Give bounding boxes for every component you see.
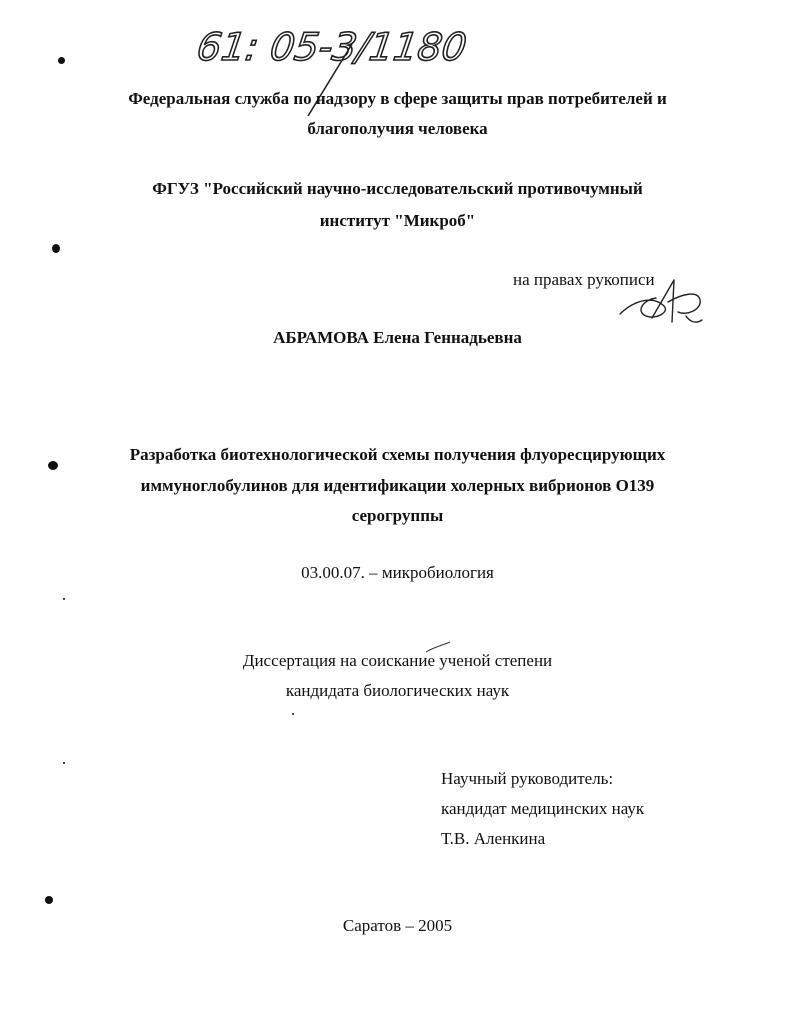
agency-line-1: Федеральная служба по надзору в сфере защиты прав потребителей и — [128, 89, 667, 108]
scan-speck — [63, 598, 65, 600]
supervisor-rank: кандидат медицинских наук — [441, 799, 645, 818]
manuscript-note: на правах рукописи — [513, 270, 655, 289]
scan-speck — [48, 461, 58, 470]
supervisor-name: Т.В. Аленкина — [441, 829, 546, 848]
scan-speck — [52, 244, 60, 253]
degree-line-1: Диссертация на соискание ученой степени — [242, 651, 553, 670]
city-year: Саратов – 2005 — [342, 916, 453, 935]
scan-speck — [292, 713, 294, 715]
scan-speck — [45, 896, 53, 904]
handwritten-code-text: 61: 05-3/1180 — [194, 26, 470, 70]
signature — [612, 272, 712, 332]
specialty-code: 03.00.07. – микробиология — [301, 563, 494, 582]
agency-line-2: благополучия человека — [307, 119, 488, 138]
author-name: АБРАМОВА Елена Геннадьевна — [273, 328, 522, 347]
title-line-3: серогруппы — [351, 506, 444, 525]
degree-line-2: кандидата биологических наук — [285, 681, 510, 700]
pen-mark — [424, 640, 452, 654]
institute-line-2: институт "Микроб" — [319, 211, 476, 230]
title-line-2: иммуноглобулинов для идентификации холерных вибрионов О139 — [140, 476, 655, 495]
supervisor-label: Научный руководитель: — [441, 769, 614, 788]
scan-speck — [58, 57, 65, 64]
title-line-1: Разработка биотехнологической схемы получения флуоресцирующих — [129, 445, 666, 464]
institute-line-1: ФГУЗ "Российский научно-исследовательский противочумный — [152, 179, 643, 198]
scan-speck — [63, 762, 65, 764]
